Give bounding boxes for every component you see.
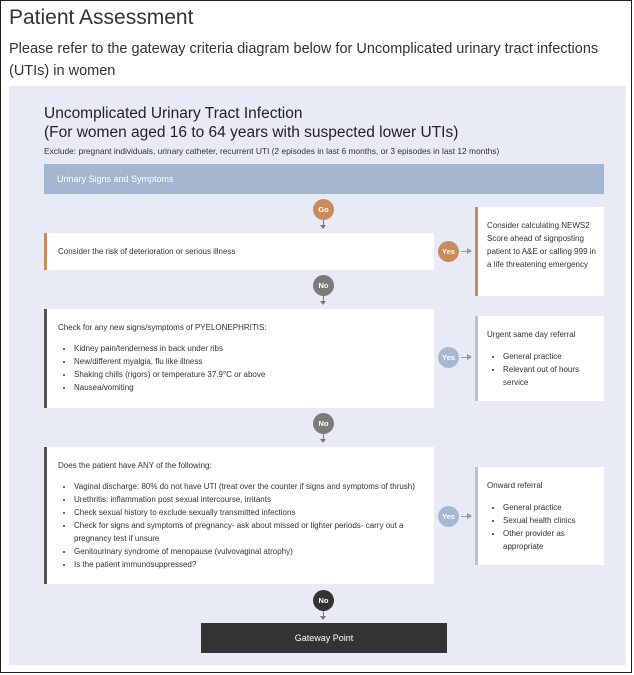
step3-card [44, 447, 434, 584]
list-item: • Check for signs and symptoms of pregnancy- ask about missed or lighter periods- carry out a pregnancy test if unsure [74, 519, 430, 545]
list-item: • Nausea/vomiting [74, 381, 434, 394]
list-item: • Genitourinary syndrome of menopause (vulvovaginal atrophy) [74, 545, 430, 558]
list-item: • Sexual health clinics [503, 514, 598, 527]
step1-card [44, 233, 434, 270]
down-arrow-icon [320, 301, 326, 305]
step2-outcome-card [475, 316, 604, 401]
step2-yes-node: Yes [438, 347, 459, 368]
right-arrow-icon [461, 357, 471, 358]
step1-yes-node: Yes [438, 241, 459, 262]
list-item: • New/different myalgia, flu like illness [74, 355, 434, 368]
diagram-title-line2: (For women aged 16 to 64 years with suspected lower UTIs) [44, 124, 459, 141]
gateway-point: Gateway Point [201, 623, 447, 653]
list-item: • Check sexual history to exclude sexually transmitted infections [74, 506, 430, 519]
step2-outcome-title: Urgent same day referral [487, 330, 576, 339]
step3-list [58, 480, 430, 571]
go-node: Go [313, 199, 334, 220]
list-item: • Vaginal discharge: 80% do not have UTI (treat over the counter if signs and symptoms of thrush) [74, 480, 430, 493]
down-arrow-icon [320, 439, 326, 443]
step1-outcome-card [475, 207, 604, 296]
diagram-title [44, 104, 458, 142]
right-arrow-icon [461, 516, 471, 517]
step2-outcome-list [487, 350, 598, 389]
step3-heading: Does the patient have ANY of the following: [58, 461, 212, 470]
diagram-title-line1: Uncomplicated Urinary Tract Infection [44, 105, 303, 122]
list-item: • Is the patient immunosuppressed? [74, 558, 430, 571]
step1-no-node: No [313, 275, 334, 296]
page-title: Patient Assessment [9, 6, 194, 29]
step1-text: Consider the risk of deterioration or serious illness [58, 247, 236, 256]
step2-card [44, 309, 434, 408]
step1-outcome-text: Consider calculating NEWS2 Score ahead of signposting patient to A&E or calling 999 in a life threatening emergency [487, 221, 596, 269]
step2-heading: Check for any new signs/symptoms of PYELONEPHRITIS: [58, 323, 267, 332]
right-arrow-icon [461, 251, 471, 252]
list-item: • Relevant out of hours service [503, 363, 598, 389]
step3-yes-node: Yes [438, 506, 459, 527]
list-item: • Kidney pain/tenderness in back under ribs [74, 342, 434, 355]
list-item: • Shaking chills (rigors) or temperature 37.9°C or above [74, 368, 434, 381]
intro-text: Please refer to the gateway criteria diagram below for Uncomplicated urinary tract infections (UTIs) in women [9, 41, 599, 79]
exclude-criteria: Exclude: pregnant individuals, urinary catheter, recurrent UTI (2 episodes in last 6 months, or 3 episodes in last 12 months) [44, 146, 500, 156]
step3-outcome-list [487, 501, 598, 553]
urinary-signs-bar: Urinary Signs and Symptoms [44, 164, 604, 194]
step3-no-node: No [313, 590, 334, 611]
list-item: • Urethritis: inflammation post sexual intercourse, irritants [74, 493, 430, 506]
step3-outcome-card [475, 467, 604, 565]
step2-list [58, 342, 434, 394]
down-arrow-icon [320, 616, 326, 620]
step3-outcome-title: Onward referral [487, 481, 543, 490]
step2-no-node: No [313, 413, 334, 434]
down-arrow-icon [320, 225, 326, 229]
list-item: • Other provider as appropriate [503, 527, 598, 553]
list-item: • General practice [503, 501, 598, 514]
list-item: • General practice [503, 350, 598, 363]
